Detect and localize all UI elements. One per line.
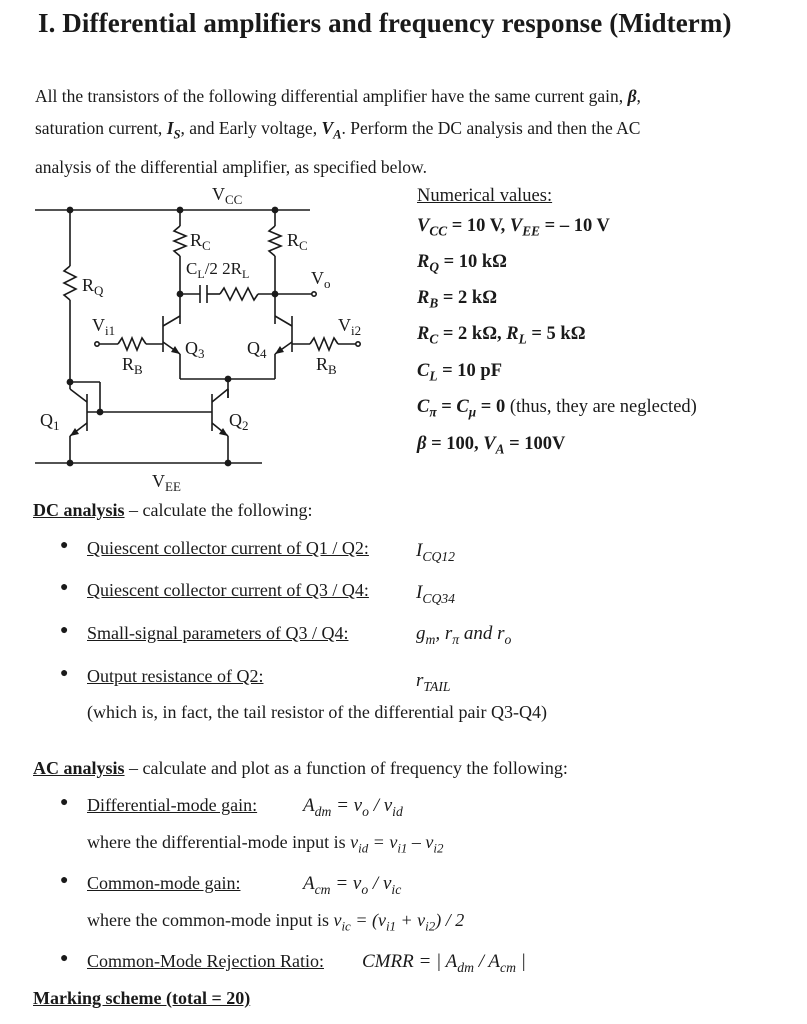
bullet-icon: ● <box>60 580 69 595</box>
dc-analysis-heading: DC analysis – calculate the following: <box>33 500 313 520</box>
vcc-label: $V_{CC}$ <box>212 184 243 207</box>
bullet-icon: ● <box>60 538 69 553</box>
dc-rtail-note: (which is, in fact, the tail resistor of the differential pair Q3-Q4) <box>87 702 548 722</box>
rc-right-label: $R_C$ <box>287 230 308 253</box>
page-title: I. Differential amplifiers and frequency response (Midterm) <box>38 8 732 38</box>
rc-left-resistor <box>174 226 186 256</box>
q1-label: $Q_1$ <box>40 410 60 433</box>
num-row-supplies: $V_{CC} = 10$ V, $V_{EE}$ = – 10 V <box>417 216 610 239</box>
q2-label: $Q_2$ <box>229 410 249 433</box>
ac-acm-where: where the common-mode input is $v_{ic} = (v_{i1} + v_{i2}) / 2$ <box>87 910 465 934</box>
intro-line-2: saturation current, $I_S$, and Early voltage, $V_A$. Perform the DC analysis and then the AC <box>35 118 641 142</box>
bullet-icon: ● <box>60 795 69 810</box>
rb-left-resistor <box>118 338 146 350</box>
bullet-icon: ● <box>60 873 69 888</box>
q3-label: $Q_3$ <box>185 338 205 361</box>
num-row-rq: $R_Q = 10$ kΩ <box>417 252 507 275</box>
vi2-label: $V_{i2}$ <box>338 315 362 338</box>
intro-paragraph <box>35 80 775 183</box>
ac-analysis-heading: AC analysis – calculate and plot as a function of frequency the following: <box>33 758 568 778</box>
rb-right-label: $R_B$ <box>316 354 337 377</box>
q4-label: $Q_4$ <box>247 338 267 361</box>
rq-resistor <box>64 266 76 300</box>
vo-label: $V_o$ <box>311 268 331 291</box>
rc-right-resistor <box>269 226 281 256</box>
bullet-icon: ● <box>60 666 69 681</box>
num-row-beta-va: β = 100, $V_A = 100V$ <box>417 434 566 457</box>
num-row-cl: $C_L = 10$ pF <box>417 361 502 384</box>
num-row-rb: $R_B = 2$ kΩ <box>417 288 498 311</box>
rb-left-label: $R_B$ <box>122 354 143 377</box>
intro-line-1: All the transistors of the following differential amplifier have the same current gain, β, <box>35 86 641 106</box>
vi1-label: $V_{i1}$ <box>92 315 116 338</box>
marking-scheme-heading: Marking scheme (total = 20) <box>33 988 251 1008</box>
circuit-schematic <box>0 176 410 496</box>
ac-adm-where: where the differential-mode input is $v_{id} = v_{i1} - v_{i2}$ <box>87 832 444 856</box>
rl-resistor <box>220 288 258 300</box>
rq-label: $R_Q$ <box>82 275 104 298</box>
num-row-rc-rl: $R_C = 2$ kΩ, $R_L = 5$ kΩ <box>417 324 586 347</box>
bullet-icon: ● <box>60 951 69 966</box>
numerical-header: Numerical values: <box>417 186 553 206</box>
cl-rl-label: $C_L/2$ $2R_L$ <box>186 259 250 281</box>
bullet-icon: ● <box>60 623 69 638</box>
rb-right-resistor <box>310 338 338 350</box>
vee-label: $V_{EE}$ <box>152 471 181 494</box>
rc-left-label: $R_C$ <box>190 230 211 253</box>
intro-line-3: analysis of the differential amplifier, as specified below. <box>35 156 427 177</box>
num-row-cpi-cmu: $C_\pi = C_\mu = 0$ (thus, they are neglected) <box>417 397 697 420</box>
